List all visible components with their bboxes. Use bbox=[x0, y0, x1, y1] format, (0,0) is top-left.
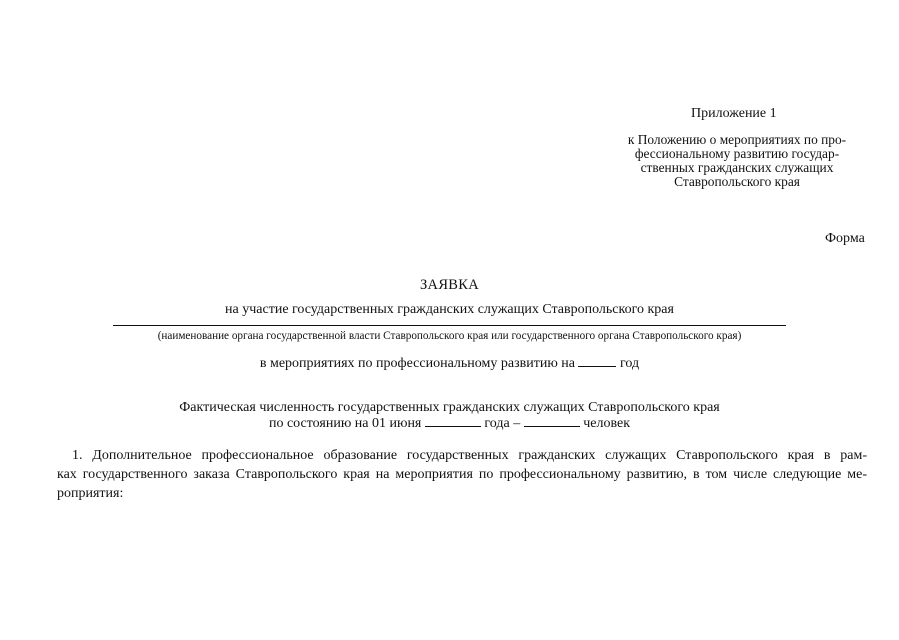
appendix-ref-line: ственных гражданских служащих bbox=[640, 160, 834, 175]
appendix-ref-line: фессиональному развитию государ- bbox=[634, 146, 840, 161]
headcount-year-blank[interactable] bbox=[425, 414, 481, 427]
headcount-line-2 bbox=[0, 414, 899, 432]
organ-name-blank[interactable] bbox=[113, 325, 786, 326]
headcount-suffix: человек bbox=[583, 416, 631, 431]
headcount-prefix: по состоянию на 01 июня bbox=[268, 416, 422, 431]
events-year-line bbox=[0, 354, 899, 372]
paragraph-1 bbox=[57, 446, 867, 503]
participation-line: на участие государственных гражданских служащих Ставропольского края bbox=[225, 302, 674, 317]
appendix-ref-line: к Положению о мероприятиях по про- bbox=[627, 132, 847, 147]
headcount-line-1: Фактическая численность государственных гражданских служащих Ставропольского края bbox=[179, 400, 720, 415]
organ-name-caption: (наименование органа государственной власти Ставропольского края или государственного органа Ставропольского края) bbox=[157, 330, 742, 342]
paragraph-line: 1. Дополнительное профессиональное образование государственных гражданских служащих Ставропольского края в рам- bbox=[72, 448, 867, 463]
paragraph-line: ках государственного заказа Ставропольского края на мероприятия по профессиональному развитию, в том числе следующие ме- bbox=[57, 467, 867, 482]
document-title: ЗАЯВКА bbox=[419, 277, 480, 293]
paragraph-line: роприятия: bbox=[57, 486, 124, 501]
form-label: Форма bbox=[825, 231, 865, 246]
year-blank[interactable] bbox=[578, 354, 616, 367]
appendix-ref-line: Ставропольского края bbox=[674, 174, 800, 189]
appendix-reference bbox=[606, 133, 868, 189]
appendix-title: Приложение 1 bbox=[691, 106, 777, 121]
events-prefix: в мероприятиях по профессиональному развитию на bbox=[259, 356, 575, 371]
events-suffix: год bbox=[619, 356, 640, 371]
headcount-middle: года – bbox=[484, 416, 521, 431]
headcount-number-blank[interactable] bbox=[524, 414, 580, 427]
